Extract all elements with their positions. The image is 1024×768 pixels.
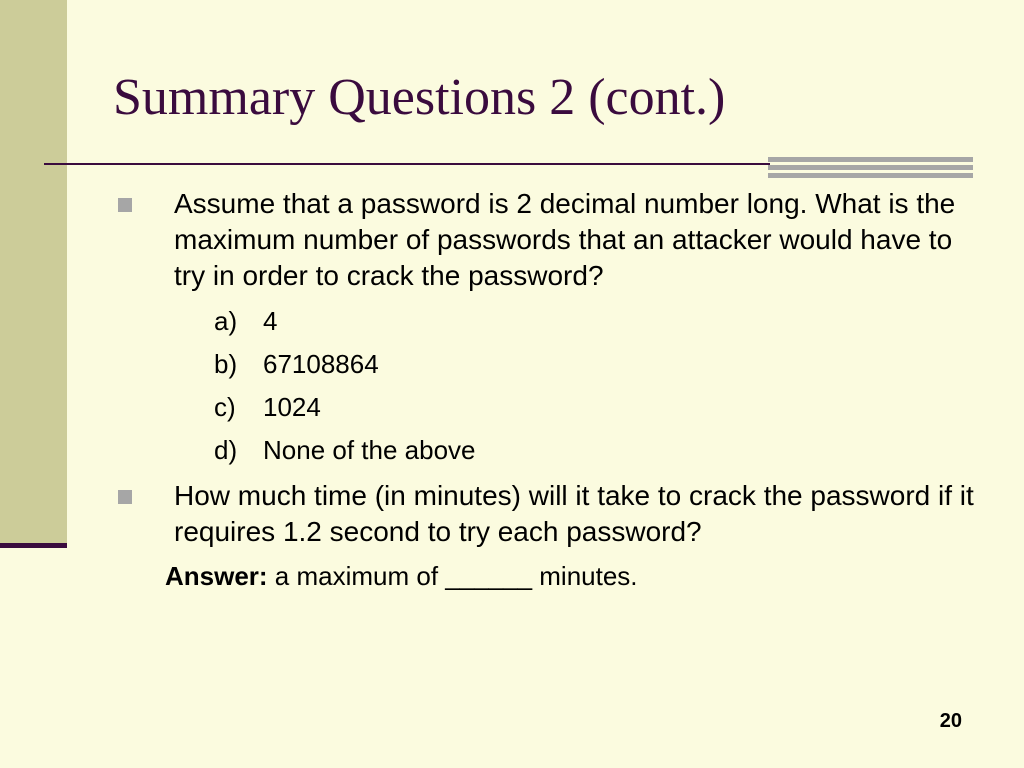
question-1-text: Assume that a password is 2 decimal number long. What is the maximum number of passwords that an attacker would have to try in order to crack the password? (174, 188, 956, 291)
option-text: 67108864 (263, 349, 379, 379)
square-bullet-icon (118, 198, 132, 212)
option-letter: c) (214, 392, 236, 422)
accent-stripe (768, 165, 973, 170)
option-text: 4 (263, 306, 278, 336)
slide-content (110, 186, 990, 594)
option-b (214, 343, 990, 386)
title-accent-stripes (768, 157, 973, 179)
left-band-accent-bar (0, 543, 67, 548)
answer-label: Answer: (165, 561, 268, 591)
option-d (214, 429, 990, 472)
title-underline (44, 163, 770, 165)
left-decorative-band (0, 0, 67, 543)
question-2-text: How much time (in minutes) will it take to crack the password if it requires 1.2 second to try each password? (174, 480, 974, 547)
option-a (214, 300, 990, 343)
answer-line (165, 558, 990, 594)
answer-options-list (110, 300, 990, 472)
option-letter: a) (214, 306, 238, 336)
bullet-question-2 (110, 478, 990, 550)
option-c (214, 386, 990, 429)
slide-page-number: 20 (939, 710, 962, 732)
option-text: None of the above (263, 435, 476, 465)
answer-text: a maximum of ______ minutes. (267, 561, 638, 591)
bullet-question-1 (110, 186, 990, 294)
option-letter: d) (214, 435, 238, 465)
accent-stripe (768, 173, 973, 178)
square-bullet-icon (118, 490, 132, 504)
option-text: 1024 (263, 392, 321, 422)
slide-title: Summary Questions 2 (cont.) (113, 69, 726, 126)
option-letter: b) (214, 349, 238, 379)
accent-stripe (768, 157, 973, 162)
